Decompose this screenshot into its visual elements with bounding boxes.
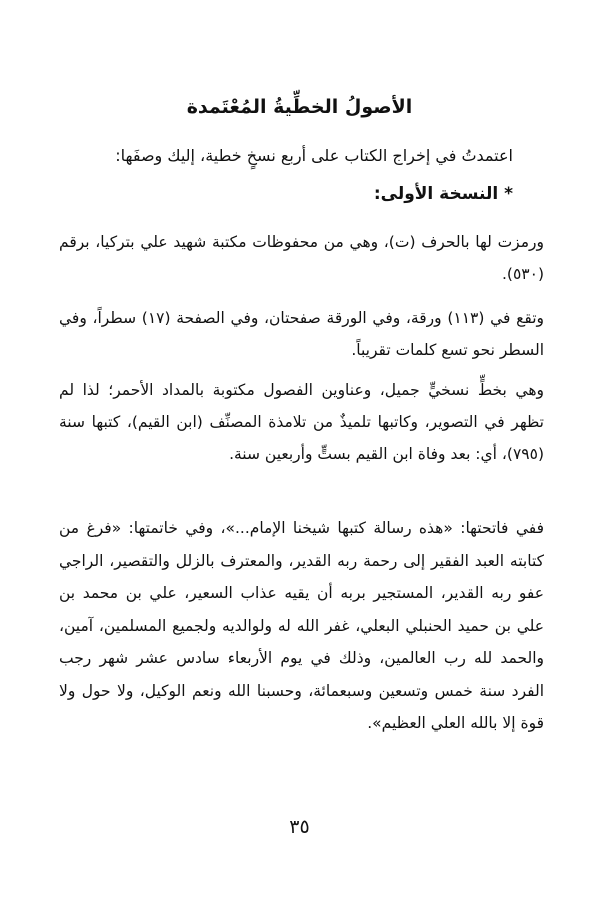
section-heading: * النسخة الأولى: (373, 184, 513, 204)
paragraph-3: وهي بخطٍّ نسخيٍّ جميل، وعناوين الفصول مكتوبة بالمداد الأحمر؛ لذا لم تظهر في التصوير، وكاتبها تلميذٌ من تلامذة المصنِّف (ابن القيم)، كتبها سنة (٧٩٥)، أي: بعد وفاة ابن القيم بستٍّ وأربعين سنة. (59, 381, 544, 463)
paragraph-1: ورمزت لها بالحرف (ت)، وهي من محفوظات مكتبة شهيد علي بتركيا، برقم (٥٣٠). (59, 233, 544, 283)
paragraph-2: وتقع في (١١٣) ورقة، وفي الورقة صفحتان، وفي الصفحة (١٧) سطراً، وفي السطر نحو تسع كلمات تقريباً. (59, 309, 545, 359)
paragraph-4: ففي فاتحتها: «هذه رسالة كتبها شيخنا الإمام...»، وفي خاتمتها: «فرغ من كتابته العبد الفقير إلى رحمة ربه القدير، والمعترف بالزلل والتقصير، الراجي عفو ربه القدير، المستجير بربه أن يقيه عذاب السعير، علي بن محمد بن علي بن حميد الحنبلي البعلي، غفر الله له ولوالديه ولجميع المسلمين، آمين، والحمد لله رب العالمين، وذلك في يوم الأربعاء سادس عشر شهر رجب الفرد سنة خمس وتسعين وسبعمائة، وحسبنا الله ونعم الوكيل، ولا حول ولا قوة إلا بالله العلي العظيم». (59, 519, 544, 732)
page-title: الأصولُ الخطِّيةُ المُعْتَمدة (186, 96, 413, 118)
page-number: ٣٥ (289, 816, 310, 838)
intro-line: اعتمدتُ في إخراج الكتاب على أربع نسخٍ خطية، إليك وصفَها: (115, 146, 513, 165)
